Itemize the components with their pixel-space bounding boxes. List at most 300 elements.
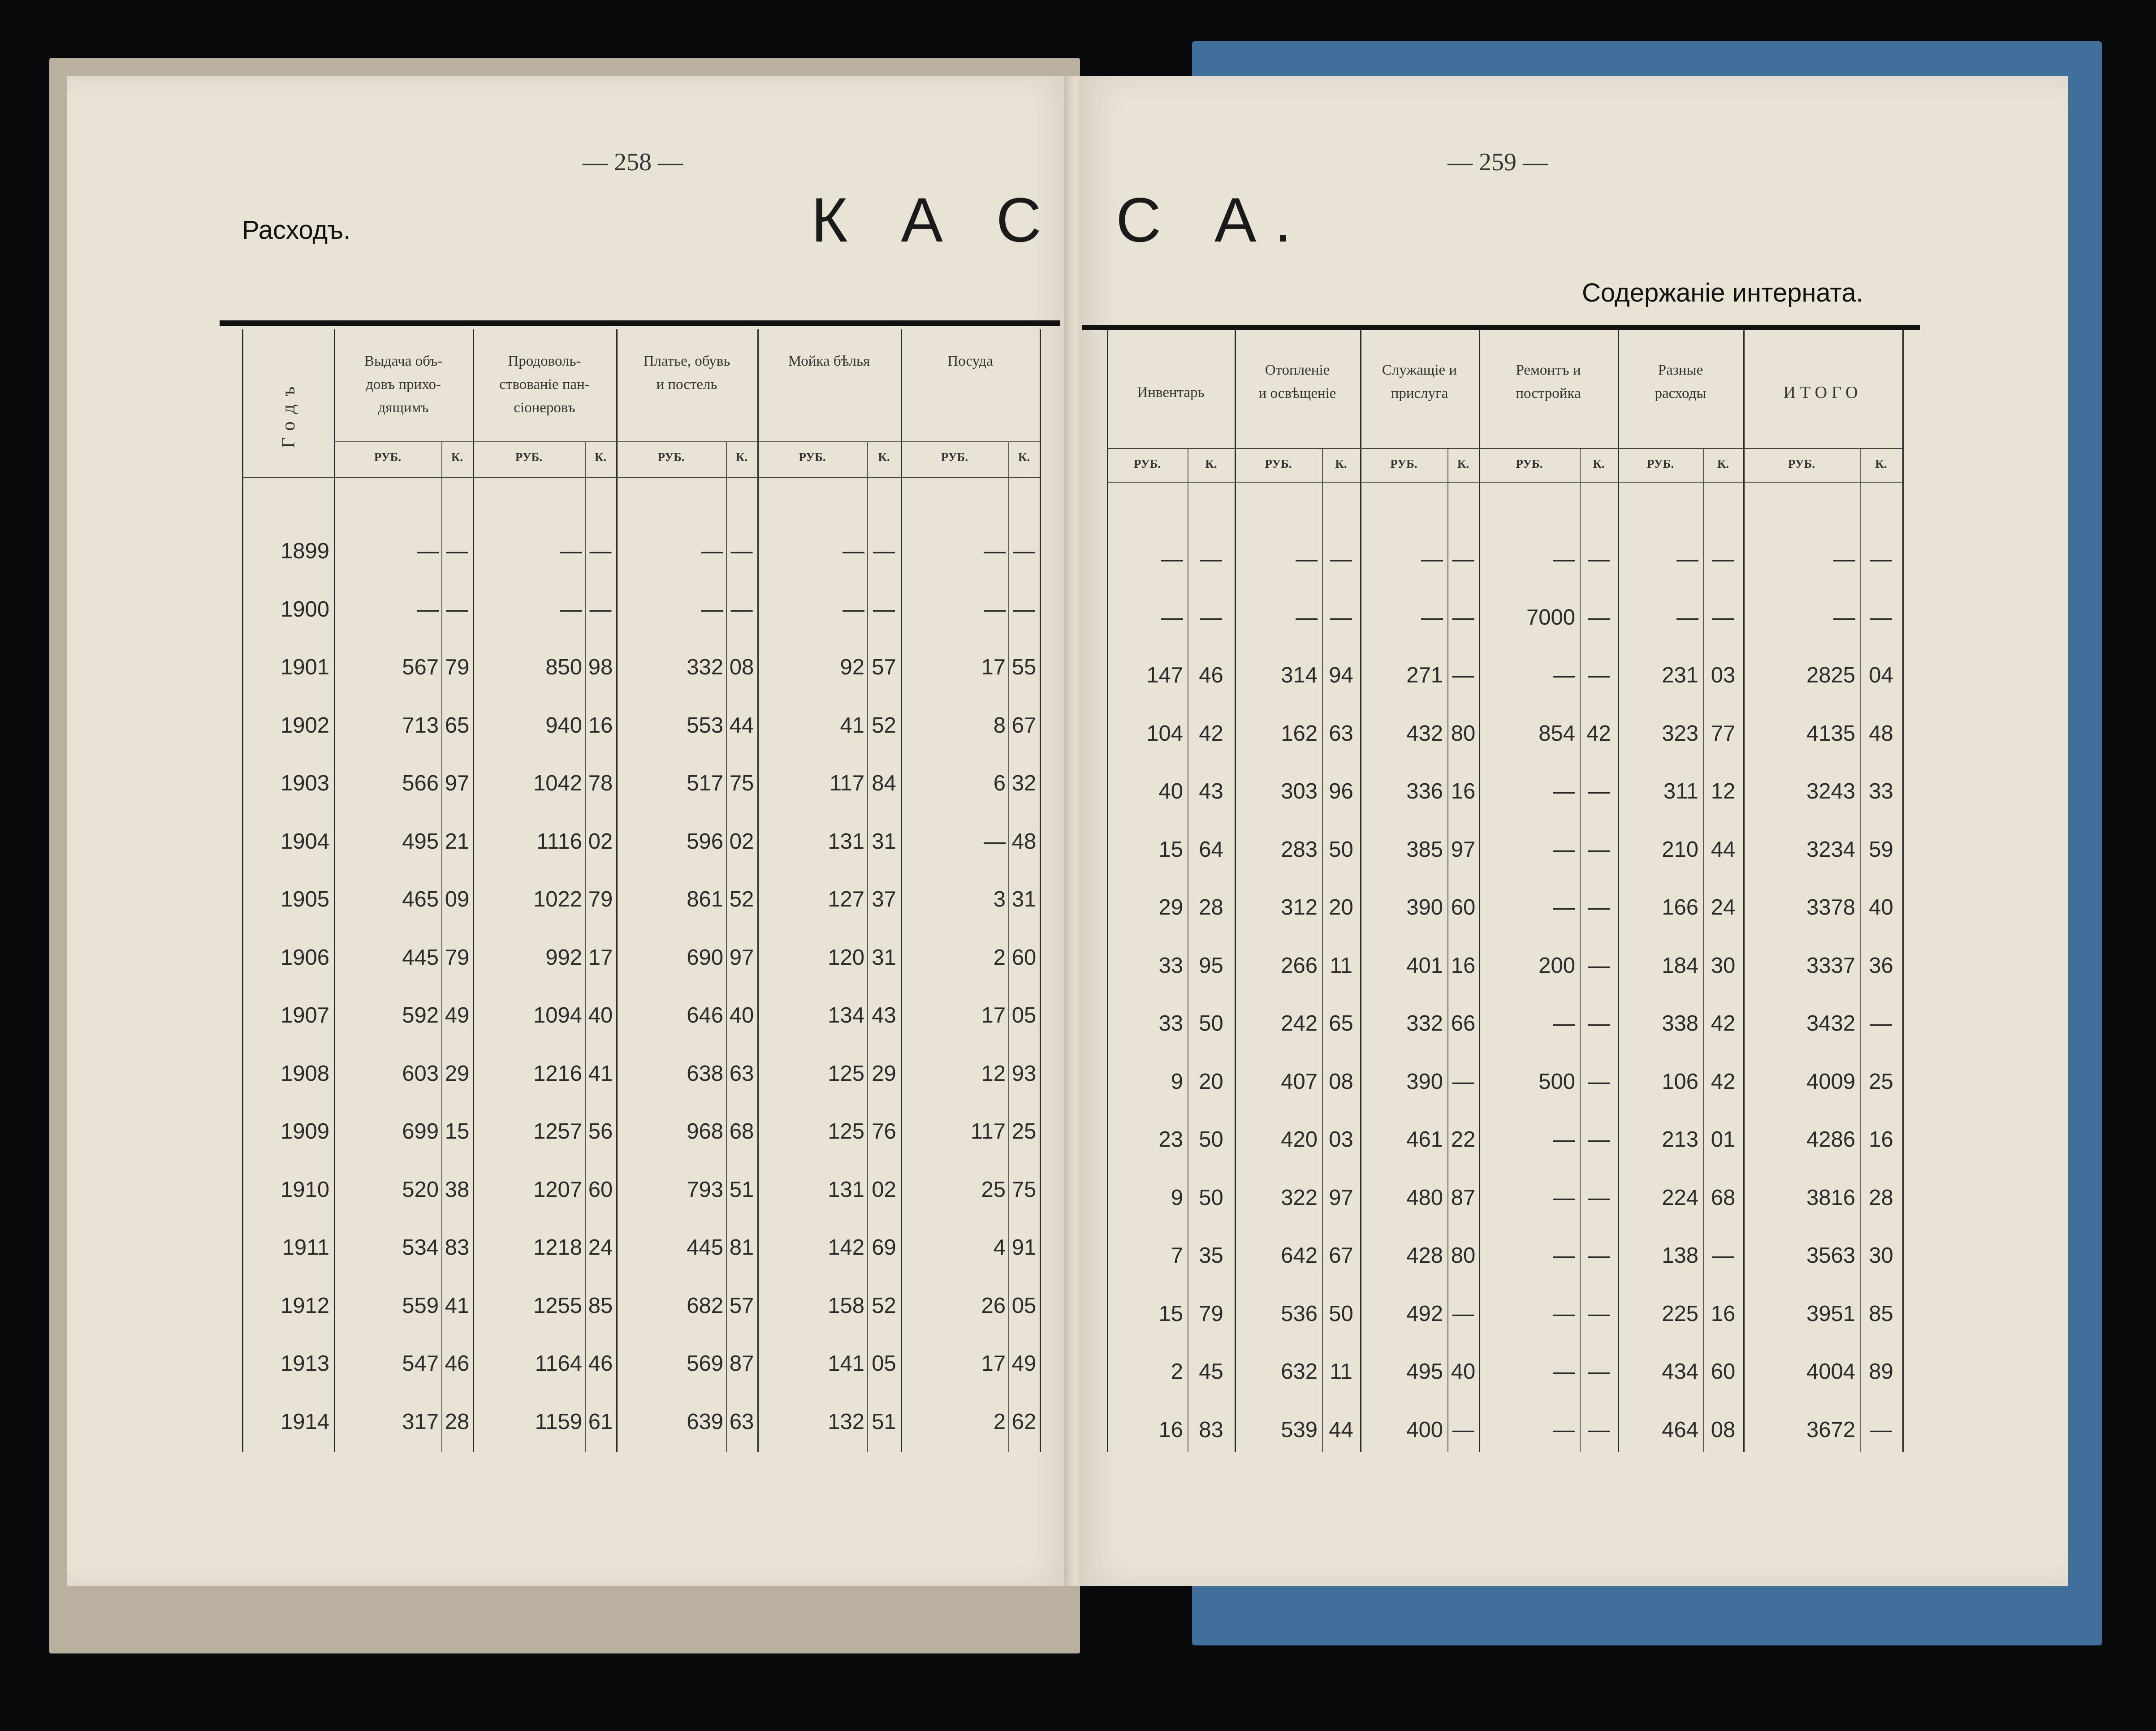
year-cell: 1899	[280, 539, 329, 563]
kop-cell: —	[1013, 539, 1035, 563]
kop-cell: —	[1588, 663, 1610, 687]
rub-cell: 534	[402, 1235, 439, 1260]
rub-cell: —	[1553, 1185, 1575, 1210]
rub-cell: 603	[402, 1061, 439, 1086]
rub-cell: —	[1553, 1011, 1575, 1036]
kop-cell: 44	[729, 713, 754, 738]
kop-cell: 36	[1869, 953, 1893, 978]
kop-cell: 65	[1329, 1011, 1353, 1036]
kop-cell: 05	[872, 1351, 896, 1376]
rub-cell: 1159	[535, 1409, 582, 1434]
unit-kop: К.	[1717, 457, 1729, 471]
rub-cell: —	[560, 597, 582, 622]
title-part-right: С А.	[1116, 185, 1310, 255]
kop-cell: —	[1452, 1301, 1474, 1326]
rub-cell: 4286	[1806, 1127, 1855, 1152]
column-divider	[1235, 329, 1236, 1452]
rub-cell: 420	[1281, 1127, 1318, 1152]
kop-cell: 12	[1711, 779, 1736, 803]
unit-kop: К.	[1335, 457, 1347, 471]
kop-cell: 46	[445, 1351, 470, 1376]
rub-cell: 553	[687, 713, 723, 738]
rub-cell: 33	[1158, 953, 1183, 978]
rub-cell: 642	[1281, 1243, 1318, 1268]
kop-cell: 44	[1711, 837, 1736, 862]
kop-cell: 97	[1451, 837, 1476, 862]
table-border-left	[242, 329, 243, 1452]
kop-cell: 97	[729, 945, 754, 970]
kop-cell: 35	[1199, 1243, 1223, 1268]
rub-cell: 271	[1406, 663, 1443, 687]
kop-cell: —	[1870, 605, 1892, 630]
kop-cell: 25	[1869, 1069, 1893, 1094]
rub-cell: 596	[687, 829, 723, 854]
column-header: ИТОГО	[1783, 383, 1862, 402]
column-header: Посуда	[947, 353, 993, 369]
rub-cell: 41	[840, 713, 864, 738]
kop-cell: —	[1452, 1069, 1474, 1094]
rub-cell: 992	[545, 945, 582, 970]
unit-rub: РУБ.	[799, 450, 826, 464]
kop-cell: 97	[445, 771, 470, 795]
kop-cell: 98	[588, 655, 613, 679]
rub-cell: 166	[1662, 895, 1698, 919]
column-divider	[1902, 329, 1904, 1452]
rub-cell: 3563	[1806, 1243, 1855, 1268]
kop-cell: 66	[1451, 1011, 1476, 1036]
kop-cell: 05	[1011, 1003, 1037, 1027]
rub-cell: 495	[402, 829, 439, 854]
rub-cell: —	[1553, 1127, 1575, 1152]
year-cell: 1906	[280, 945, 329, 970]
kop-cell: 03	[1329, 1127, 1353, 1152]
column-divider	[1040, 329, 1041, 1452]
rub-cell: 520	[402, 1177, 439, 1202]
rub-cell: 539	[1281, 1417, 1318, 1442]
kop-cell: 42	[1711, 1011, 1736, 1036]
kop-cell: 61	[588, 1409, 613, 1434]
kop-cell: —	[1588, 547, 1610, 571]
kop-cell: 41	[588, 1061, 613, 1086]
rub-cell: 104	[1146, 721, 1183, 746]
rub-cell: 500	[1538, 1069, 1575, 1094]
rub-cell: 461	[1406, 1127, 1443, 1152]
header-rule-left	[220, 320, 1060, 326]
kop-cell: 60	[1711, 1360, 1736, 1384]
kop-cell: 89	[1869, 1360, 1893, 1384]
rub-cell: —	[1553, 837, 1575, 862]
kop-cell: —	[1588, 1301, 1610, 1326]
rub-cell: 592	[402, 1003, 439, 1027]
rub-cell: —	[1553, 895, 1575, 919]
rub-cell: 682	[687, 1293, 723, 1318]
column-header: Инвентарь	[1137, 384, 1205, 401]
kop-cell: 97	[1329, 1185, 1353, 1210]
rub-cell: 1207	[533, 1177, 582, 1202]
kop-cell: 11	[1330, 1360, 1352, 1384]
rub-cell: 141	[828, 1351, 864, 1376]
rub-cell: 311	[1663, 779, 1698, 803]
kop-cell: 38	[445, 1177, 470, 1202]
kop-cell: 40	[588, 1003, 613, 1027]
kop-cell: 80	[1451, 1243, 1476, 1268]
kop-cell: 32	[1011, 771, 1037, 795]
rub-cell: —	[560, 539, 582, 563]
kop-cell: —	[589, 597, 612, 622]
kop-cell: 67	[1011, 713, 1037, 738]
kop-cell: —	[446, 597, 468, 622]
rub-cell: 4	[993, 1235, 1006, 1260]
kop-cell: 48	[1011, 829, 1037, 854]
kop-cell: 24	[588, 1235, 613, 1260]
year-cell: 1903	[280, 771, 329, 795]
rub-cell: 158	[828, 1293, 864, 1318]
rub-cell: 428	[1406, 1243, 1443, 1268]
kop-cell: 68	[729, 1119, 754, 1144]
title-part-left: К А С	[811, 185, 1059, 255]
kop-cell: 60	[1451, 895, 1476, 919]
rub-cell: 1257	[533, 1119, 582, 1144]
rub-cell: 6	[993, 771, 1006, 795]
year-cell: 1909	[280, 1119, 329, 1144]
unit-rub: РУБ.	[1516, 457, 1543, 471]
rub-cell: 210	[1662, 837, 1698, 862]
kop-cell: 43	[872, 1003, 896, 1027]
kop-cell: —	[1452, 605, 1474, 630]
kop-cell: 05	[1011, 1293, 1037, 1318]
unit-kop: К.	[735, 450, 748, 464]
rub-cell: 3951	[1806, 1301, 1855, 1326]
kop-cell: 55	[1011, 655, 1037, 679]
kop-cell: 75	[729, 771, 754, 795]
rub-cell: 1164	[535, 1351, 582, 1376]
rub-cell: —	[1833, 547, 1855, 571]
kop-cell: —	[1588, 1185, 1610, 1210]
kop-cell: 37	[872, 887, 896, 911]
rub-cell: 407	[1281, 1069, 1318, 1094]
kop-cell: 45	[1199, 1360, 1223, 1384]
rub-cell: 536	[1281, 1301, 1318, 1326]
rub-cell: —	[1553, 1360, 1575, 1384]
kop-cell: 51	[872, 1409, 896, 1434]
kop-cell: 42	[1586, 721, 1611, 746]
rub-cell: —	[1553, 663, 1575, 687]
kop-cell: —	[1330, 605, 1352, 630]
year-cell: 1914	[280, 1409, 329, 1434]
year-cell: 1907	[280, 1003, 329, 1027]
year-cell: 1902	[280, 713, 329, 738]
kop-cell: 16	[1711, 1301, 1736, 1326]
kop-cell: 29	[445, 1061, 470, 1086]
year-cell: 1911	[282, 1235, 329, 1260]
rub-cell: —	[984, 597, 1006, 622]
kop-cell: 94	[1329, 663, 1353, 687]
rub-cell: 3816	[1806, 1185, 1855, 1210]
rub-cell: 266	[1281, 953, 1318, 978]
kop-cell: 30	[1869, 1243, 1893, 1268]
rub-cell: 162	[1281, 721, 1318, 746]
rub-cell: 646	[687, 1003, 723, 1027]
rub-cell: 3672	[1806, 1417, 1855, 1442]
kop-cell: 91	[1011, 1235, 1037, 1260]
rub-cell: 9	[1171, 1185, 1183, 1210]
rub-cell: 312	[1281, 895, 1318, 919]
kop-cell: 85	[1869, 1301, 1893, 1326]
column-divider	[1743, 329, 1745, 1452]
kop-cell: 79	[588, 887, 613, 911]
rub-cell: 17	[981, 1003, 1006, 1027]
rub-cell: 9	[1171, 1069, 1183, 1094]
kop-cell: 65	[445, 713, 470, 738]
rub-cell: —	[1553, 1417, 1575, 1442]
kop-cell: —	[1013, 597, 1035, 622]
rub-cell: 303	[1281, 779, 1318, 803]
table-border-left	[1107, 329, 1108, 1452]
kop-cell: 43	[1199, 779, 1223, 803]
rub-cell: 850	[545, 655, 582, 679]
kop-cell: 28	[445, 1409, 470, 1434]
kop-cell: 76	[872, 1119, 896, 1144]
kop-cell: 79	[1199, 1301, 1223, 1326]
kop-cell: 52	[872, 1293, 896, 1318]
kop-cell: —	[1870, 1011, 1892, 1036]
rub-cell: 2	[1171, 1360, 1183, 1384]
kop-cell: —	[1588, 895, 1610, 919]
rub-cell: 567	[402, 655, 439, 679]
rub-cell: 445	[402, 945, 439, 970]
column-header: Служащіе и прислуга	[1382, 362, 1457, 401]
unit-kop: К.	[1875, 457, 1887, 471]
rub-cell: 1042	[533, 771, 582, 795]
rub-cell: 4009	[1806, 1069, 1855, 1094]
units-divider	[1107, 482, 1902, 483]
year-cell: 1912	[280, 1293, 329, 1318]
kop-cell: —	[1452, 1417, 1474, 1442]
rub-cell: 1218	[533, 1235, 582, 1260]
year-column-header: Годъ	[278, 378, 299, 448]
kop-cell: —	[1588, 1011, 1610, 1036]
rub-cell: 434	[1662, 1360, 1698, 1384]
rub-cell: 332	[687, 655, 723, 679]
rub-cell: 1022	[533, 887, 582, 911]
rub-cell: 3243	[1806, 779, 1855, 803]
rub-cell: 224	[1662, 1185, 1698, 1210]
rub-cell: —	[1676, 605, 1698, 630]
rub-cell: 147	[1146, 663, 1183, 687]
year-cell: 1913	[280, 1351, 329, 1376]
rub-cell: 23	[1158, 1127, 1183, 1152]
kop-cell: 60	[1011, 945, 1037, 970]
kop-cell: 03	[1711, 663, 1736, 687]
kop-cell: 01	[1711, 1127, 1736, 1152]
rub-cell: 690	[687, 945, 723, 970]
rub-cell: 699	[402, 1119, 439, 1144]
kop-cell: 46	[1199, 663, 1223, 687]
kop-cell: 22	[1451, 1127, 1476, 1152]
header-rule-right	[1082, 325, 1920, 330]
rub-cell: 314	[1281, 663, 1318, 687]
rub-cell: 225	[1662, 1301, 1698, 1326]
rub-cell: 3337	[1806, 953, 1855, 978]
rub-cell: 8	[993, 713, 1006, 738]
page-number-right: — 259 —	[1447, 148, 1548, 176]
rub-cell: 120	[828, 945, 864, 970]
rub-cell: —	[701, 597, 723, 622]
kop-cell: —	[1588, 1243, 1610, 1268]
kop-cell: 50	[1199, 1011, 1223, 1036]
year-cell: 1910	[280, 1177, 329, 1202]
rub-cell: 1216	[533, 1061, 582, 1086]
rub-cell: 138	[1662, 1243, 1698, 1268]
kop-cell: 84	[872, 771, 896, 795]
kop-cell: —	[1870, 547, 1892, 571]
kop-cell: 25	[1011, 1119, 1037, 1144]
kop-cell: 08	[1711, 1417, 1736, 1442]
kop-cell: 11	[1330, 953, 1352, 978]
rub-cell: 29	[1158, 895, 1183, 919]
kop-cell: 96	[1329, 779, 1353, 803]
kop-cell: 57	[872, 655, 896, 679]
kop-cell: 44	[1329, 1417, 1353, 1442]
rub-cell: 117	[970, 1119, 1006, 1144]
rub-cell: —	[1161, 605, 1183, 630]
column-header: Ремонтъ и постройка	[1516, 362, 1581, 401]
rub-cell: 2825	[1806, 663, 1855, 687]
header-divider	[334, 441, 1040, 442]
kop-cell: 15	[445, 1119, 470, 1144]
column-divider	[1479, 329, 1480, 1452]
rub-cell: 4135	[1806, 721, 1855, 746]
rub-cell: 17	[981, 1351, 1006, 1376]
rub-cell: —	[417, 597, 439, 622]
kop-cell: 63	[729, 1061, 754, 1086]
kop-cell: —	[1200, 547, 1222, 571]
rub-cell: 1094	[533, 1003, 582, 1027]
kop-cell: 42	[1199, 721, 1223, 746]
unit-rub: РУБ.	[1646, 457, 1674, 471]
kop-cell: —	[1712, 605, 1734, 630]
kop-cell: 79	[445, 655, 470, 679]
kop-cell: 48	[1869, 721, 1893, 746]
rub-cell: —	[1833, 605, 1855, 630]
rub-cell: —	[1676, 547, 1698, 571]
rub-cell: 480	[1406, 1185, 1443, 1210]
kop-cell: 77	[1711, 721, 1736, 746]
rub-cell: 401	[1406, 953, 1443, 978]
kop-cell: 95	[1199, 953, 1223, 978]
kop-cell: 50	[1199, 1127, 1223, 1152]
units-divider	[242, 477, 1040, 478]
rub-cell: 632	[1281, 1360, 1318, 1384]
kop-cell: 28	[1869, 1185, 1893, 1210]
kop-cell: 31	[1011, 887, 1037, 911]
kop-cell: —	[1588, 779, 1610, 803]
kop-cell: 50	[1199, 1185, 1223, 1210]
rub-cell: —	[1421, 605, 1443, 630]
column-header: Платье, обувь и постель	[643, 353, 730, 393]
year-cell: 1900	[280, 597, 329, 622]
rub-cell: 638	[687, 1061, 723, 1086]
column-divider	[1360, 329, 1361, 1452]
column-header: Разные расходы	[1655, 362, 1707, 401]
kop-cell: —	[873, 539, 895, 563]
rub-cell: 92	[840, 655, 864, 679]
kop-cell: 42	[1711, 1069, 1736, 1094]
rub-cell: 968	[687, 1119, 723, 1144]
unit-rub: РУБ.	[1390, 457, 1417, 471]
kop-cell: 41	[445, 1293, 470, 1318]
rub-cell: 793	[687, 1177, 723, 1202]
kop-cell: —	[1588, 1069, 1610, 1094]
rub-cell: 40	[1158, 779, 1183, 803]
kop-cell: 28	[1199, 895, 1223, 919]
rub-cell: —	[1553, 779, 1575, 803]
kop-cell: —	[1588, 1127, 1610, 1152]
unit-rub: РУБ.	[1788, 457, 1815, 471]
rub-cell: —	[1553, 1243, 1575, 1268]
kop-cell: 63	[729, 1409, 754, 1434]
rub-cell: —	[984, 539, 1006, 563]
rub-cell: 125	[828, 1061, 864, 1086]
kop-cell: 31	[872, 945, 896, 970]
kop-cell: —	[1330, 547, 1352, 571]
kop-cell: 49	[445, 1003, 470, 1027]
page-number-left: — 258 —	[583, 148, 683, 176]
rub-cell: 445	[687, 1235, 723, 1260]
rub-cell: —	[1553, 547, 1575, 571]
rub-cell: 465	[402, 887, 439, 911]
kop-cell: —	[1452, 663, 1474, 687]
kop-cell: 93	[1011, 1061, 1037, 1086]
rub-cell: 2	[993, 1409, 1006, 1434]
rub-cell: 33	[1158, 1011, 1183, 1036]
kop-cell: 75	[1011, 1177, 1037, 1202]
kop-cell: —	[1588, 953, 1610, 978]
rub-cell: —	[1296, 605, 1318, 630]
rub-cell: —	[984, 829, 1006, 854]
year-cell: 1905	[280, 887, 329, 911]
kop-cell: 56	[588, 1119, 613, 1144]
kop-cell: 69	[872, 1235, 896, 1260]
rub-cell: 17	[981, 655, 1006, 679]
rub-cell: 492	[1406, 1301, 1443, 1326]
kop-cell: 40	[1869, 895, 1893, 919]
rub-cell: 3	[993, 887, 1006, 911]
rub-cell: 1255	[533, 1293, 582, 1318]
column-header: Отопленіе и освѣщеніе	[1258, 362, 1336, 401]
kop-cell: —	[1588, 837, 1610, 862]
kop-cell: 02	[872, 1177, 896, 1202]
kop-cell: —	[730, 597, 753, 622]
header-divider	[1107, 448, 1902, 449]
kop-cell: —	[446, 539, 468, 563]
kop-cell: 16	[1451, 779, 1476, 803]
kop-cell: 79	[445, 945, 470, 970]
kop-cell: 33	[1869, 779, 1893, 803]
kop-cell: 24	[1711, 895, 1736, 919]
rub-cell: 332	[1406, 1011, 1443, 1036]
rub-cell: 385	[1406, 837, 1443, 862]
column-header: Выдача объ- довъ прихо- дящимъ	[364, 353, 443, 416]
kop-cell: 64	[1199, 837, 1223, 862]
kop-cell: —	[1588, 1360, 1610, 1384]
kop-cell: 02	[588, 829, 613, 854]
kop-cell: 21	[445, 829, 470, 854]
kop-cell: 50	[1329, 1301, 1353, 1326]
rub-cell: 4004	[1806, 1360, 1855, 1384]
rub-cell: —	[1421, 547, 1443, 571]
rub-cell: 713	[402, 713, 439, 738]
